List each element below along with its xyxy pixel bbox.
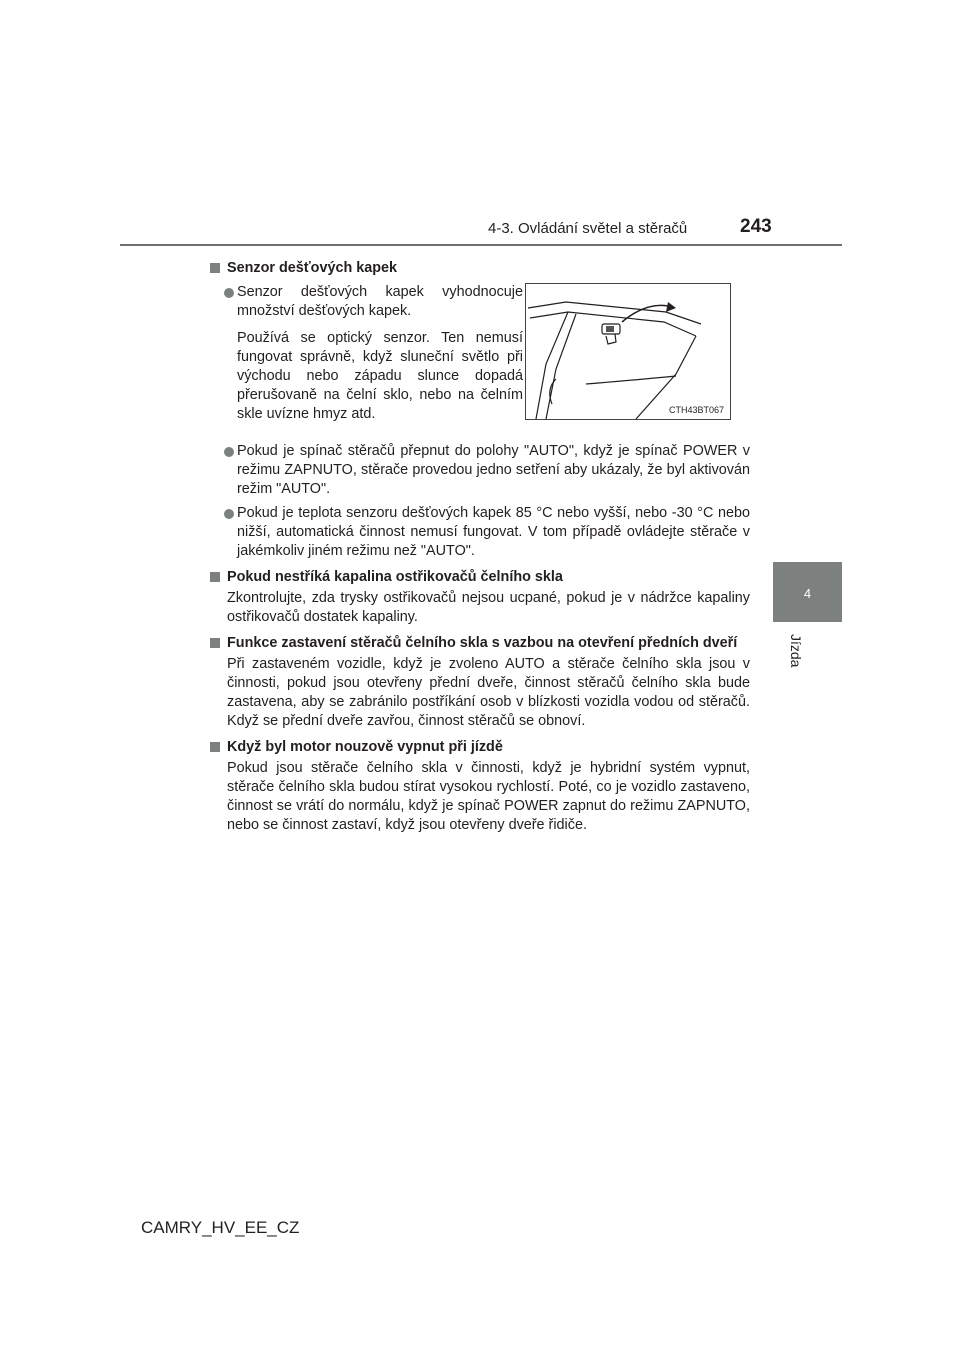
paragraph-washer: Zkontrolujte, zda trysky ostřikovačů nejsou ucpané, pokud je v nádržce kapaliny ostřikovačů dostatek kapaliny. [227, 590, 750, 625]
heading-text: Pokud nestříká kapalina ostřikovačů čelního skla [227, 569, 563, 585]
round-bullet-icon [224, 288, 234, 298]
page-number: 243 [740, 216, 772, 237]
heading-emergency-stop [210, 738, 750, 757]
section-title: 4-3. Ovládání světel a stěračů [488, 220, 688, 237]
bullet-rain-sensor-3 [210, 504, 750, 561]
bullet-rain-sensor-1 [210, 283, 523, 321]
square-bullet-icon [210, 572, 220, 582]
bullet-text: Pokud je spínač stěračů přepnut do polohy "AUTO", když je spínač POWER v režimu ZAPNUTO, stěrače provedou jedno setření aby ukázaly, že byl aktivován režim "AUTO". [237, 443, 750, 497]
chapter-name-label: Jízda [788, 634, 804, 668]
figure-code: CTH43BT067 [668, 405, 724, 415]
heading-text: Funkce zastavení stěračů čelního skla s vazbou na otevření předních dveří [227, 635, 738, 651]
heading-rain-sensor [210, 259, 750, 278]
round-bullet-icon [224, 447, 234, 457]
square-bullet-icon [210, 263, 220, 273]
round-bullet-icon [224, 509, 234, 519]
bullet-text: Senzor dešťových kapek vyhodnocuje množství dešťových kapek. [237, 284, 523, 319]
page-content [210, 252, 750, 835]
bullet-rain-sensor-2 [210, 442, 750, 499]
heading-text: Když byl motor nouzově vypnut při jízdě [227, 739, 503, 755]
paragraph-emergency-stop: Pokud jsou stěrače čelního skla v činnosti, když je hybridní systém vypnut, stěrače čelního skla budou stírat vysokou rychlostí. Poté, co je vozidlo zastaveno, činnost se vrátí do normálu, když je spínač POWER zapnut do režimu ZAPNUTO, nebo se činnost zastaví, když jsou otevřeny dveře řidiče. [227, 760, 750, 833]
heading-door-stop [210, 634, 750, 653]
bullet-text: Pokud je teplota senzoru dešťových kapek 85 °C nebo vyšší, nebo -30 °C nebo nižší, automatická činnost nemusí fungovat. V tom případě ovládejte stěrače v jakémkoliv jiném režimu než "AUTO". [237, 505, 750, 559]
document-id: CAMRY_HV_EE_CZ [141, 1218, 300, 1237]
heading-washer [210, 568, 750, 587]
chapter-name [780, 634, 840, 674]
header-divider [120, 244, 842, 246]
paragraph-door-stop: Při zastaveném vozidle, když je zvoleno AUTO a stěrače čelního skla jsou v činnosti, pokud jsou otevřeny přední dveře, činnost stěračů čelního skla bude zastavena, aby se zabránilo postříkání osob v blízkosti vozidla vodou od stěračů. Když se přední dveře zavřou, činnost stěračů se obnoví. [227, 656, 750, 729]
square-bullet-icon [210, 742, 220, 752]
chapter-number: 4 [803, 586, 812, 601]
square-bullet-icon [210, 638, 220, 648]
paragraph-optical-sensor: Používá se optický senzor. Ten nemusí fungovat správně, když sluneční světlo při východu nebo západu slunce dopadá přerušovaně na čelní sklo, nebo na čelním skle uvízne hmyz atd. [237, 330, 523, 422]
heading-text: Senzor dešťových kapek [227, 260, 398, 276]
